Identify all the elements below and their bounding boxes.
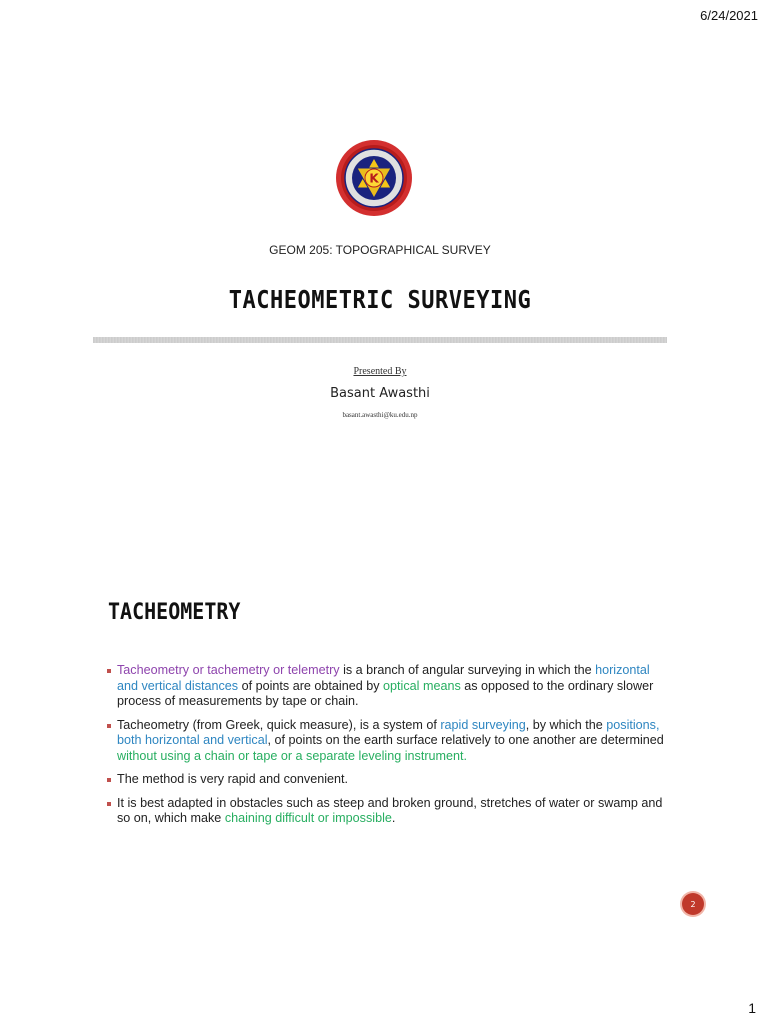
slide-heading: TACHEOMETRY	[108, 597, 241, 625]
bullet-text-run: , of points on the earth surface relatively to one another are determined	[267, 733, 664, 747]
bullet-text-run: rapid surveying	[440, 717, 526, 732]
bullet-marker-icon	[107, 669, 111, 673]
bullet-item	[104, 772, 664, 788]
bullet-text-run: It is best adapted in obstacles such as steep and broken ground, stretches of water or swamp and so on, which make	[117, 795, 663, 825]
bullet-text-run: The method is very rapid and convenient.	[117, 772, 349, 786]
university-logo	[334, 138, 414, 218]
bullet-text-run: Tacheometry or tachemetry or telemetry	[117, 663, 340, 677]
title-slide	[92, 120, 668, 450]
bullet-text-run: positions, both horizontal and vertical	[117, 717, 660, 747]
bullet-text-run: .	[391, 811, 396, 825]
bullet-list	[104, 663, 664, 835]
bullet-text-run: optical means	[383, 678, 461, 693]
bullet-text-run: horizontal and vertical distances	[117, 663, 650, 693]
bullet-text-run: as opposed to the ordinary slower process of measurements by tape or chain.	[117, 678, 654, 708]
presenter-name: Basant Awasthi	[330, 386, 430, 401]
bullet-marker-icon	[107, 724, 111, 728]
bullet-text-run: chaining difficult or impossible	[224, 811, 392, 825]
presented-by-label: Presented By	[353, 366, 407, 377]
bullet-item	[104, 796, 664, 827]
page-date: 6/24/2021	[700, 8, 758, 23]
course-title: GEOM 205: TOPOGRAPHICAL SURVEY	[269, 243, 491, 257]
bullet-text-run: is a branch of angular surveying in which the	[339, 663, 596, 677]
bullet-text-run: , by which the	[525, 717, 607, 732]
bullet-item	[104, 718, 664, 765]
bullet-text-run: without using a chain or tape or a separate leveling instrument.	[117, 748, 468, 763]
bullet-marker-icon	[107, 802, 111, 806]
bullet-text-run: of points are obtained by	[238, 678, 384, 693]
bullet-marker-icon	[107, 778, 111, 782]
svg-text:K: K	[369, 171, 379, 186]
page-number: 1	[748, 1000, 756, 1016]
presenter-email: basant.awasthi@ku.edu.np	[342, 411, 418, 419]
title-divider	[93, 337, 667, 343]
bullet-text-run: Tacheometry (from Greek, quick measure), is a system of	[117, 717, 441, 732]
slide-number-badge: 2	[682, 893, 704, 915]
content-slide	[92, 585, 716, 925]
slide-title: TACHEOMETRIC SURVEYING	[228, 286, 532, 315]
bullet-item	[104, 663, 664, 710]
